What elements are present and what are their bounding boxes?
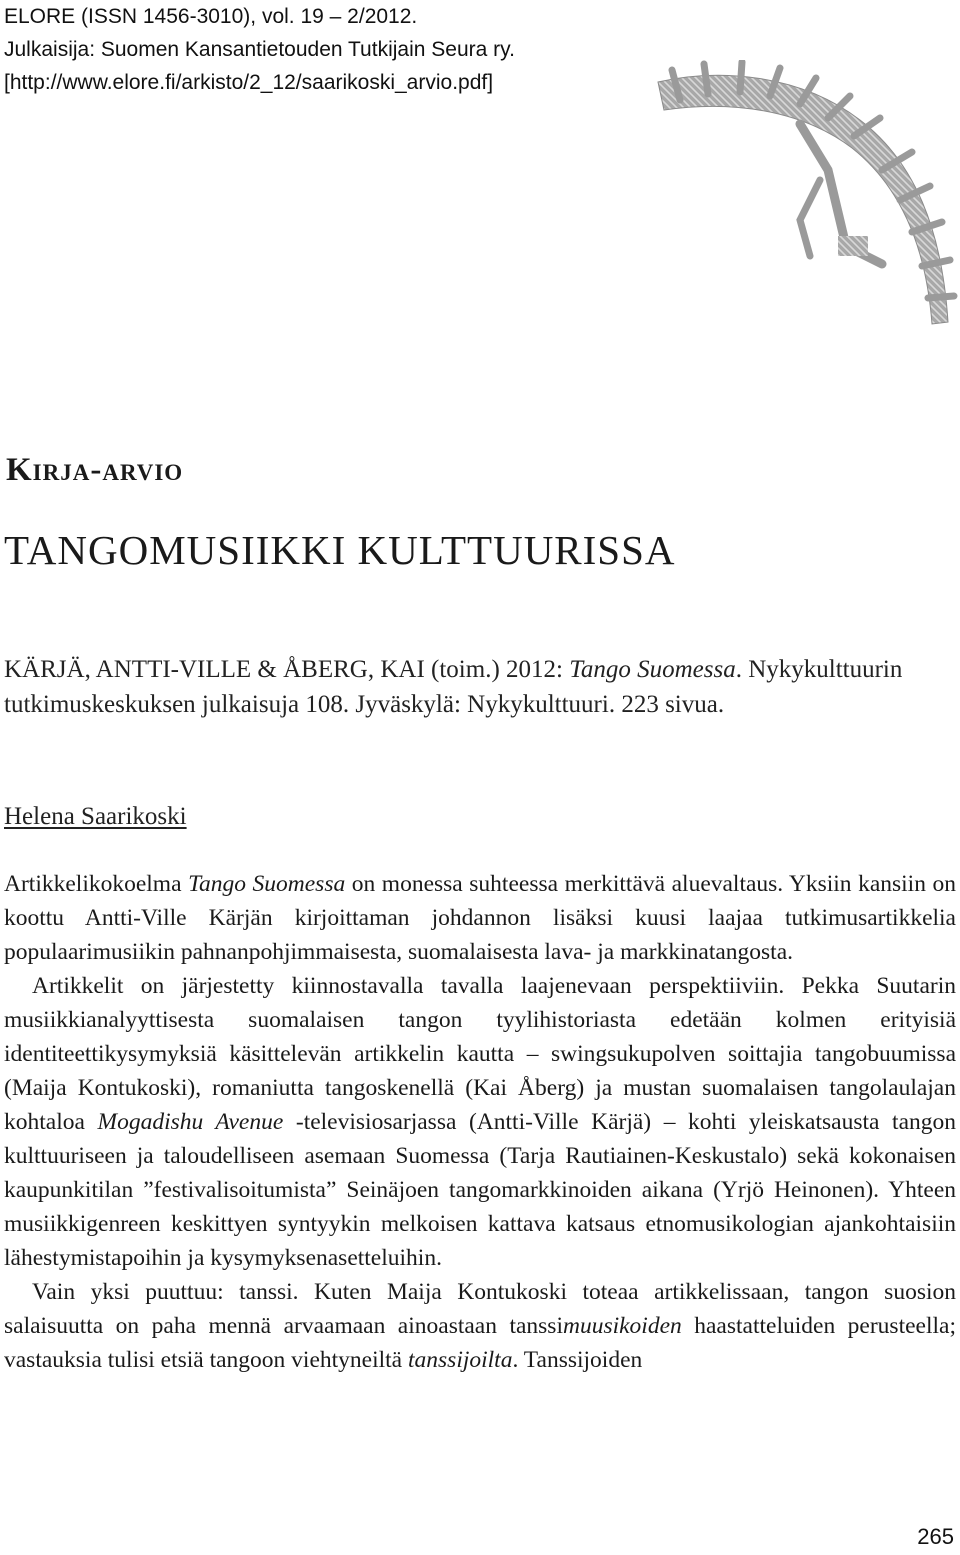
- italic-word: tanssijoilta: [408, 1347, 513, 1373]
- review-body: [4, 850, 956, 1377]
- book-details: . Nykykulttuurin tutkimuskeskuksen julkaisuja 108. Jyväskylä: Nykykulttuuri. 223 sivua.: [4, 656, 903, 718]
- journal-emblem-icon: [650, 60, 960, 330]
- journal-header: [4, 0, 515, 99]
- publisher-line: Julkaisija: Suomen Kansantietouden Tutkijain Seura ry.: [4, 38, 515, 61]
- text-run: Artikkelikokoelma: [4, 871, 189, 897]
- italic-word: muusikoiden: [562, 1313, 682, 1339]
- reviewer-name: Helena Saarikoski: [4, 803, 187, 830]
- section-kicker: Kirja-arvio: [6, 452, 184, 488]
- journal-citation: ELORE (ISSN 1456-3010), vol. 19 – 2/2012.: [4, 5, 418, 28]
- page-number: 265: [917, 1524, 954, 1549]
- text-run: . Tanssijoiden: [512, 1347, 643, 1373]
- book-reference: [4, 652, 956, 722]
- italic-title: Mogadishu Avenue: [97, 1109, 284, 1135]
- text-run: on monessa suhteessa merkittävä aluevaltaus. Yksiin kansiin on koottu Antti-Ville Kärjän kirjoittaman johdannon lisäksi kuusi laajaa tutkimusartikkelia populaarimusiikin pahnanpohjimmaisesta, suomalaisesta lava- ja markkinatangosta.: [4, 871, 957, 965]
- source-url: [http://www.elore.fi/arkisto/2_12/saarikoski_arvio.pdf]: [4, 71, 494, 94]
- text-run: Artikkelit on järjestetty kiinnostavalla tavalla laajenevaan perspektiiviin. Pekka Suutarin musiikkianalyyttisesta suomalaisen tangon tyylihistoriasta edetään kolmen erityisiä identiteettikysymyksiä käsittelevän artikkelin kautta – swingsukupolven soittajia tangobuumissa (Maija Kontukoski), romaniutta tangoskenellä (Kai Åberg) ja mustan suomalaisen tangolaulajan kohtaloa: [4, 973, 956, 1135]
- text-run: Vain yksi puuttuu: tanssi. Kuten Maija Kontukoski toteaa artikkelissaan, tangon suosion salaisuutta on paha mennä arvaamaan ainoastaan tanssi: [4, 1279, 956, 1339]
- italic-title: Tango Suomessa: [188, 871, 346, 897]
- book-authors: KÄRJÄ, ANTTI-VILLE & ÅBERG, KAI (toim.) 2012:: [4, 656, 570, 683]
- text-run: haastatteluiden perusteella; vastauksia tulisi etsiä tangoon viehtyneiltä: [4, 1313, 956, 1373]
- paragraph-1: [4, 867, 956, 969]
- text-run: -televisiosarjassa (Antti-Ville Kärjä) – kohti yleiskatsausta tangon kulttuuriseen ja taloudelliseen asemaan Suomessa (Tarja Rautiainen-Keskustalo) sekä kokonaisen kaupunkitilan ”festivalisoitumista” Seinäjoen tangomarkkinoiden aikana (Yrjö Heinonen). Yhteen musiikkigenreen keskittyen syntyykin melkoisen kattava katsaus etnomusikologian ajankohtaisiin lähestymistapoihin ja kysymyksenasetteluihin.: [4, 1109, 956, 1271]
- review-title: TANGOMUSIIKKI KULTTUURISSA: [4, 527, 676, 573]
- paragraph-3: [4, 1275, 956, 1377]
- book-title: Tango Suomessa: [569, 656, 736, 683]
- paragraph-2: [4, 969, 956, 1275]
